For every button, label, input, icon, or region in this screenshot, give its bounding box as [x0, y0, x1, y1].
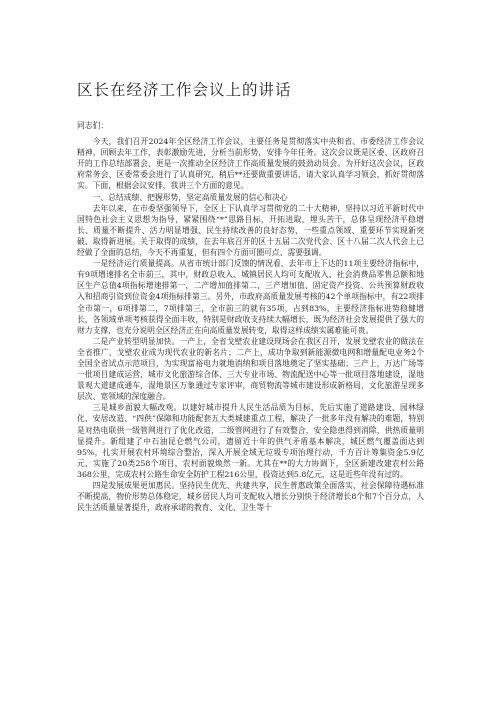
document-body — [77, 120, 424, 513]
paragraph-point-4: 四是发展成果更加惠民。坚持民生优先、共建共享，民生普惠政策全面落实，社会保障待遇标准不断提高，物价形势总体稳定，城乡居民人均可支配收入增长分别快于经济增长8个和7个百分点，人民生活质量显著提升，政府承诺的教育、文化、卫生等十 — [77, 481, 424, 513]
salutation: 同志们： — [77, 121, 109, 130]
paragraph-point-3: 三是城乡面貌大幅改观。以建好城市提升人民生活品质为目标，先后实施了道路建设、园林绿化、安居改造、“四供”保障和功能配套五大类城建重点工程，解决了一批多年没有解决的难题，特别是对热电联供一级管网进行了优化改造，二级管网进行了有效整合，安全隐患得到消除，供热质量明显提升。新组建了中石油昆仑燃气公司，遗留近十年的供气矛盾基本解决，城区燃气覆盖面达到95%，扎实开展农村环境综合整治，深入开展全域无垃圾专项治理行动，千方百计筹集资金5.9亿元，实施了20类258个项目，农村面貌焕然一新。尤其在**的大力协调下，全区新建改建农村公路368公里，完成农村公路生命安全防护工程216公里，投资达到5.8亿元，这是近些年没有过的。 — [77, 403, 424, 479]
paragraph-point-1: 一是经济运行质量提高。从省市统计部门反馈的情况看，去年市上下达的11项主要经济指标中，有9项增速排名全市前三，其中，财政总收入、城镇居民人均可支配收入、社会消费品零售总额和地区生产总值4项指标增速排第一，二产增加值排第二，三产增加值、固定资产投资、公共预算财政收入和招商引资到位资金4项指标排第三。另外，市政府高质量发展考核的42个单项指标中，有22项排全市第一，6项排第二，7项排第三，全市前三的就有35项，占到83%，主要经济指标进势稳健增长，各领域单项考核获得全面丰收，特别是财政收支持续大幅增长，既为经济社会发展提供了强大的财力支撑，也充分说明全区经济正在向高质量发展转变，取得这样成绩实属难能可贵。 — [77, 259, 424, 335]
paragraph-overview: 去年以来，在市委坚强领导下，全区上下认真学习贯彻党的二十大精神，坚持以习近平新时代中国特色社会主义思想为指导，紧紧围绕“*”思路目标，开拓进取，埋头苦干，总体呈现经济平稳增长、质量不断提升、活力明显增强、民生持续改善的良好态势，一些重点领域、重要环节实现新突破、取得新进展。关于取得的成绩，在去年底召开的区十五届二次党代会、区十八届二次人代会上已经做了全面的总结，今天不再重复，但有四个方面可圈可点、需要强调。 — [77, 203, 424, 258]
paragraph-point-2: 二是产业转型明显加快。一产上，全省戈壁农业建设现场会在我区召开，发展戈壁农业的做法在全省推广，戈壁农业成为现代农业的新名片；二产上，成功争取到新能源微电网和增量配电业务2个全国全省试点示范项目，为实现富裕电力就地消纳和项目落地奠定了坚实基础；三产上，万达广场等一批项目建成运营，城市文化旅游综合体、三大专业市场、物流配送中心等一批项目落地建设，湿地景观大道建成通车，湿地景区万象通过专家评审，商贸物流等城市建设形成新格局，文化旅游呈现多层次、宽领域的深度融合。 — [77, 336, 424, 402]
section-heading-1: 一、总结成绩、把握形势，坚定高质量发展的信心和决心 — [92, 192, 288, 202]
document-title: 区长在经济工作会议上的讲话 — [77, 81, 292, 99]
paragraph-intro: 今天，我们召开2024年全区经济工作会议，主要任务是贯彻落实中央和省、市委经济工作会议精神，回顾去年工作，表彰激励先进，分析当前形势，安排今年任务。这次会议既是区委、区政府召开的工作总结部署会，更是一次推动全区经济工作高质量发展的鼓劲动员会。为开好这次会议，区政府常务会、区委常委会进行了认真研究，稍后**还要做重要讲话，请大家认真学习领会，抓好贯彻落实。下面，根据会议安排，我讲三个方面的意见。 — [77, 137, 424, 191]
